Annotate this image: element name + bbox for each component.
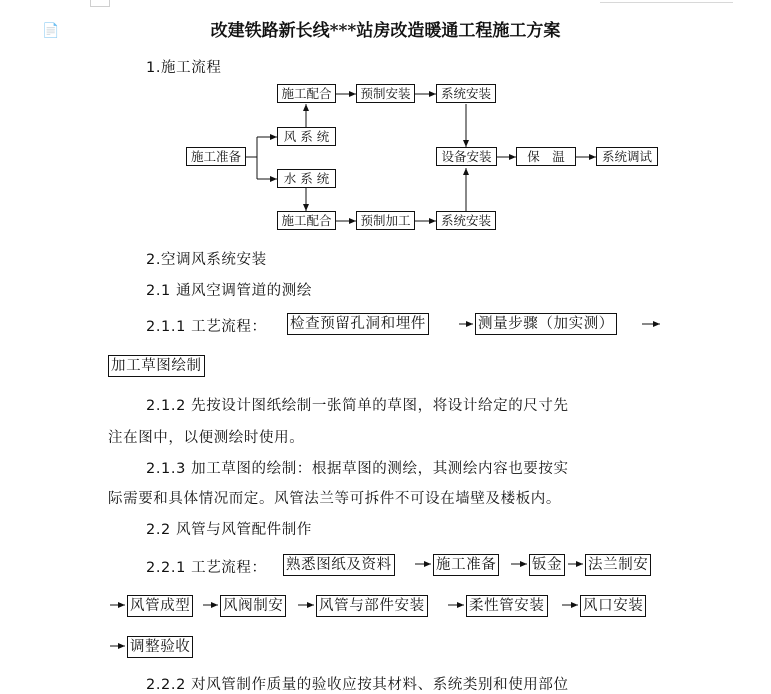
s211-step-1: 检查预留孔洞和埋件 [287,313,429,335]
flow-prefab-install: 预制安装 [356,84,415,103]
s221-step-6: 风阀制安 [220,595,286,617]
s211-step-3: 加工草图绘制 [108,355,205,377]
document-title: 改建铁路新长线***站房改造暖通工程施工方案 [210,21,561,41]
s212-line-1: 2.1.2 先按设计图纸绘制一张简单的草图，将设计给定的尺寸先 [146,398,569,414]
s221-step-1: 熟悉图纸及资料 [283,554,395,576]
section-2-heading: 2.空调风系统安装 [146,252,267,268]
section-1-heading: 1.施工流程 [146,60,222,76]
document-icon[interactable]: 📄 [42,23,60,39]
flow-prefab-process: 预制加工 [356,211,415,230]
s213-line-1: 2.1.3 加工草图的绘制：根据草图的测绘，其测绘内容也要按实 [146,461,569,477]
section-2-1-heading: 2.1 通风空调管道的测绘 [146,283,312,299]
s221-step-9: 风口安装 [580,595,646,617]
s211-step-2: 测量步骤（加实测） [475,313,617,335]
flow-equip-install: 设备安装 [436,147,497,166]
s221-step-3: 钣金 [529,554,565,576]
s221-label: 2.2.1 工艺流程： [146,560,267,576]
s222-line-1: 2.2.2 对风管制作质量的验收应按其材料、系统类别和使用部位 [146,677,569,693]
flow-sys-install-bottom: 系统安装 [436,211,496,230]
flow-sys-install-top: 系统安装 [436,84,496,103]
flow-coord-bottom: 施工配合 [277,211,336,230]
flow-coord-top: 施工配合 [277,84,336,103]
flow-insulation: 保 温 [516,147,576,166]
s221-step-2: 施工准备 [433,554,499,576]
s211-label: 2.1.1 工艺流程： [146,319,267,335]
flow-air-system: 风 系 统 [277,127,336,146]
flow-prep: 施工准备 [186,147,246,166]
section-2-2-heading: 2.2 风管与风管配件制作 [146,522,312,538]
s221-step-10: 调整验收 [127,636,193,658]
s221-step-8: 柔性管安装 [466,595,548,617]
s221-step-7: 风管与部件安装 [316,595,428,617]
flow-debug: 系统调试 [596,147,658,166]
flow-water-system: 水 系 统 [277,169,336,188]
s213-line-2: 际需要和具体情况而定。风管法兰等可拆件不可设在墙壁及楼板内。 [108,491,561,507]
s221-step-5: 风管成型 [127,595,193,617]
s221-step-4: 法兰制安 [585,554,651,576]
s212-line-2: 注在图中，以便测绘时使用。 [108,430,305,446]
